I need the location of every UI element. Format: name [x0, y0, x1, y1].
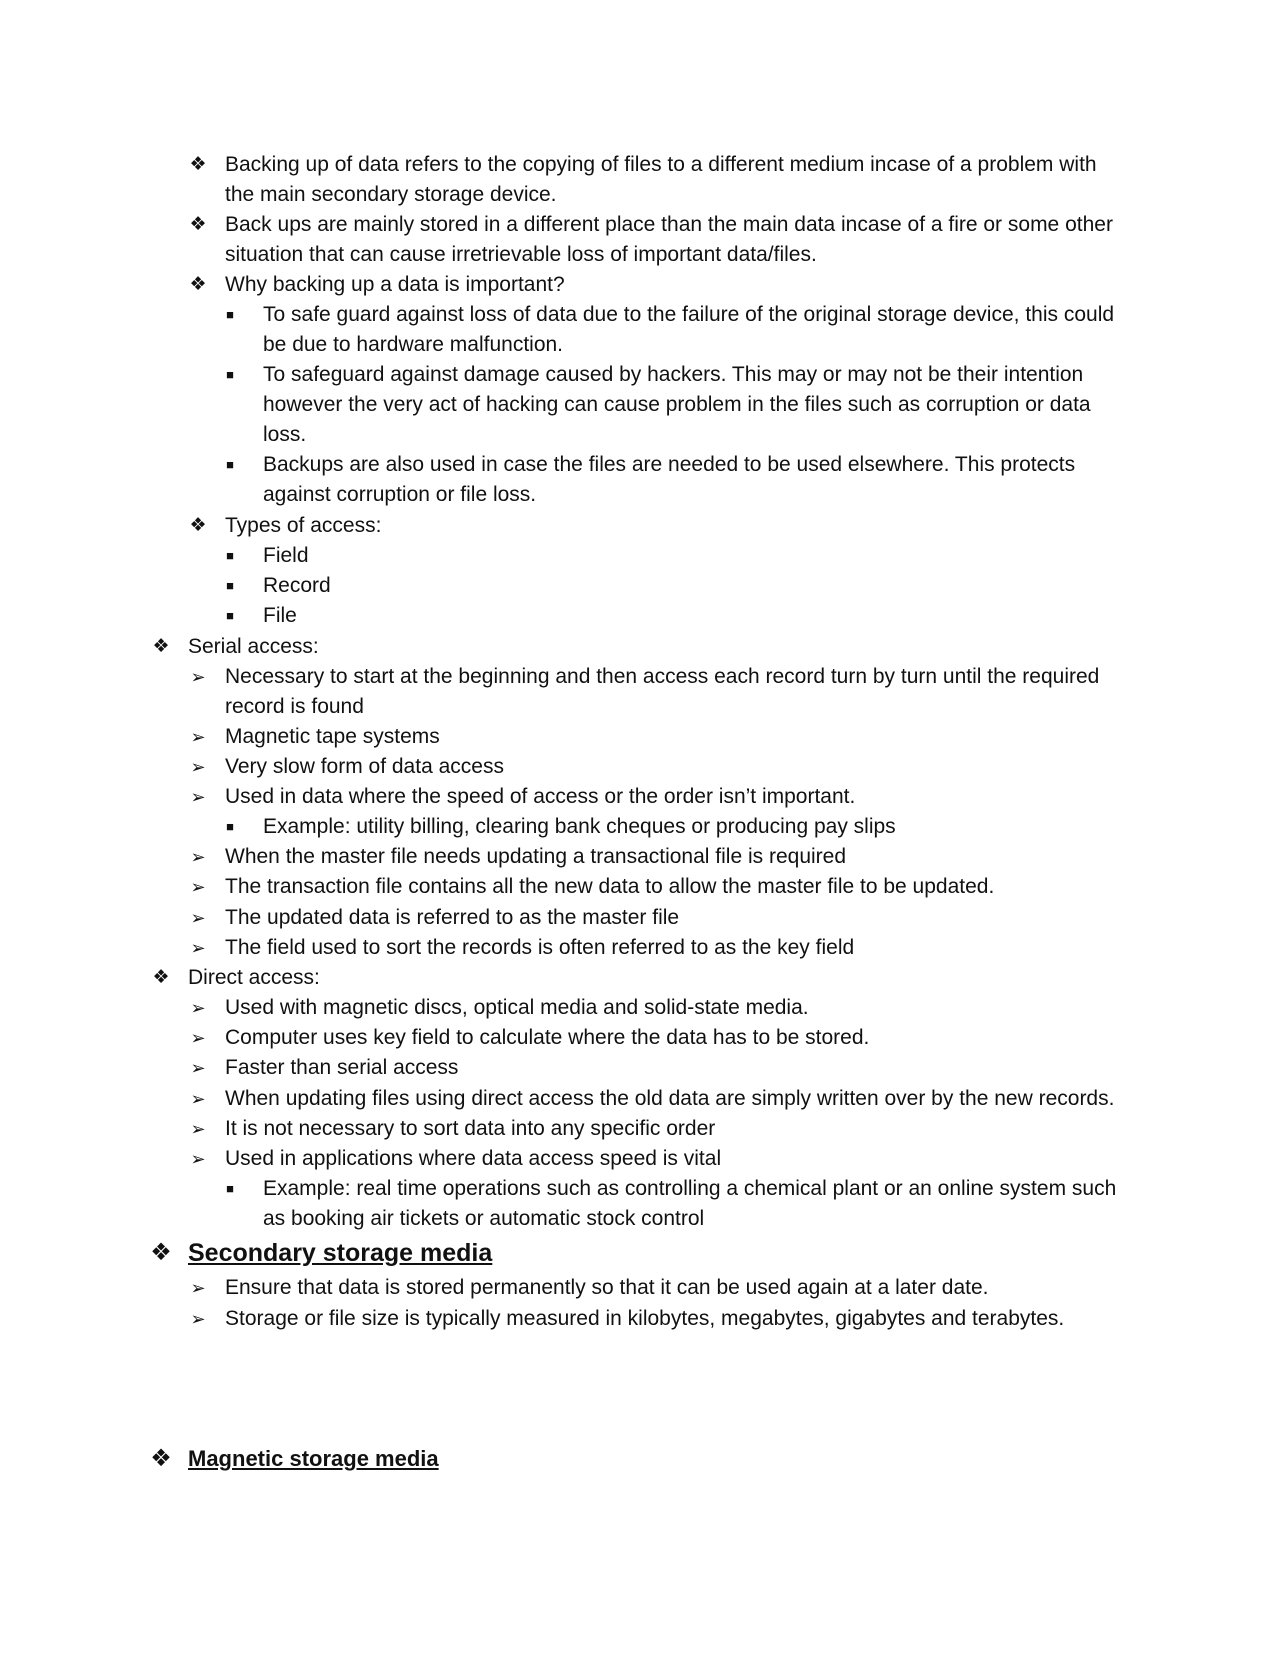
serial-item-1-line-1: Necessary to start at the beginning and then access each record turn by turn until the required: [225, 665, 1100, 688]
serial-item-2: Magnetic tape systems: [225, 725, 440, 748]
direct-item-6: Used in applications where data access speed is vital: [225, 1147, 722, 1170]
square-bullet-icon: ■: [226, 608, 234, 623]
diamond-bullet-icon: ❖: [150, 1445, 172, 1472]
square-bullet-icon: ■: [226, 457, 234, 472]
arrow-bullet-icon: ➢: [190, 998, 206, 1018]
serial-item-4: Used in data where the speed of access or the order isn’t important.: [225, 785, 856, 808]
arrow-bullet-icon: ➢: [190, 1119, 206, 1139]
why-item-1-line-2: be due to hardware malfunction.: [263, 333, 564, 356]
arrow-bullet-icon: ➢: [190, 908, 206, 928]
square-bullet-icon: ■: [226, 307, 234, 322]
diamond-bullet-icon: ❖: [189, 274, 207, 295]
arrow-bullet-icon: ➢: [190, 1028, 206, 1048]
serial-item-1-line-2: record is found: [225, 695, 364, 718]
serial-access-label: Serial access:: [188, 635, 319, 658]
arrow-bullet-icon: ➢: [190, 787, 206, 807]
why-item-2-line-1: To safeguard against damage caused by hackers. This may or may not be their intention: [263, 363, 1084, 386]
diamond-bullet-icon: ❖: [189, 214, 207, 235]
secondary-item-1: Ensure that data is stored permanently so that it can be used again at a later date.: [225, 1276, 989, 1299]
direct-item-2: Computer uses key field to calculate where the data has to be stored.: [225, 1026, 870, 1049]
direct-item-1: Used with magnetic discs, optical media and solid-state media.: [225, 996, 809, 1019]
arrow-bullet-icon: ➢: [190, 667, 206, 687]
diamond-bullet-icon: ❖: [189, 154, 207, 175]
direct-example-line-1: Example: real time operations such as controlling a chemical plant or an online system such: [263, 1177, 1117, 1200]
magnetic-storage-heading: Magnetic storage media: [188, 1446, 439, 1471]
arrow-bullet-icon: ➢: [190, 1058, 206, 1078]
arrow-bullet-icon: ➢: [190, 1149, 206, 1169]
square-bullet-icon: ■: [226, 819, 234, 834]
diamond-bullet-icon: ❖: [189, 515, 207, 536]
secondary-item-2: Storage or file size is typically measured in kilobytes, megabytes, gigabytes and terabytes.: [225, 1307, 1065, 1330]
serial-item-3: Very slow form of data access: [225, 755, 504, 778]
serial-item-8: The field used to sort the records is often referred to as the key field: [225, 936, 855, 959]
diamond-bullet-icon: ❖: [150, 1239, 172, 1266]
arrow-bullet-icon: ➢: [190, 757, 206, 777]
backup-item-2-line-1: Back ups are mainly stored in a different place than the main data incase of a fire or some other: [225, 213, 1113, 236]
secondary-storage-heading: Secondary storage media: [188, 1239, 493, 1267]
serial-example: Example: utility billing, clearing bank cheques or producing pay slips: [263, 815, 896, 838]
why-item-2-line-3: loss.: [263, 423, 307, 446]
arrow-bullet-icon: ➢: [190, 727, 206, 747]
why-item-3-line-1: Backups are also used in case the files are needed to be used elsewhere. This protects: [263, 453, 1076, 476]
arrow-bullet-icon: ➢: [190, 1278, 206, 1298]
access-type-record: Record: [263, 574, 331, 597]
square-bullet-icon: ■: [226, 1181, 234, 1196]
backup-item-1-line-1: Backing up of data refers to the copying of files to a different medium incase of a problem with: [225, 153, 1097, 176]
arrow-bullet-icon: ➢: [190, 1089, 206, 1109]
direct-example-line-2: as booking air tickets or automatic stock control: [263, 1207, 705, 1230]
backup-item-1-line-2: the main secondary storage device.: [225, 183, 557, 206]
direct-item-5: It is not necessary to sort data into any specific order: [225, 1117, 716, 1140]
arrow-bullet-icon: ➢: [190, 877, 206, 897]
direct-item-3: Faster than serial access: [225, 1056, 459, 1079]
access-type-file: File: [263, 604, 297, 627]
diamond-bullet-icon: ❖: [152, 636, 170, 657]
access-type-field: Field: [263, 544, 309, 567]
backup-item-2-line-2: situation that can cause irretrievable loss of important data/files.: [225, 243, 817, 266]
arrow-bullet-icon: ➢: [190, 938, 206, 958]
why-item-3-line-2: against corruption or file loss.: [263, 483, 537, 506]
direct-access-label: Direct access:: [188, 966, 320, 989]
square-bullet-icon: ■: [226, 578, 234, 593]
serial-item-7: The updated data is referred to as the master file: [225, 906, 680, 929]
why-item-1-line-1: To safe guard against loss of data due to the failure of the original storage device, this could: [263, 303, 1115, 326]
backup-why-question: Why backing up a data is important?: [225, 273, 565, 296]
serial-item-6: The transaction file contains all the new data to allow the master file to be updated.: [225, 875, 995, 898]
direct-item-4: When updating files using direct access the old data are simply written over by the new records.: [225, 1087, 1115, 1110]
square-bullet-icon: ■: [226, 548, 234, 563]
square-bullet-icon: ■: [226, 367, 234, 382]
why-item-2-line-2: however the very act of hacking can cause problem in the files such as corruption or data: [263, 393, 1091, 416]
types-of-access-label: Types of access:: [225, 514, 382, 537]
serial-item-5: When the master file needs updating a transactional file is required: [225, 845, 847, 868]
arrow-bullet-icon: ➢: [190, 847, 206, 867]
diamond-bullet-icon: ❖: [152, 967, 170, 988]
arrow-bullet-icon: ➢: [190, 1309, 206, 1329]
